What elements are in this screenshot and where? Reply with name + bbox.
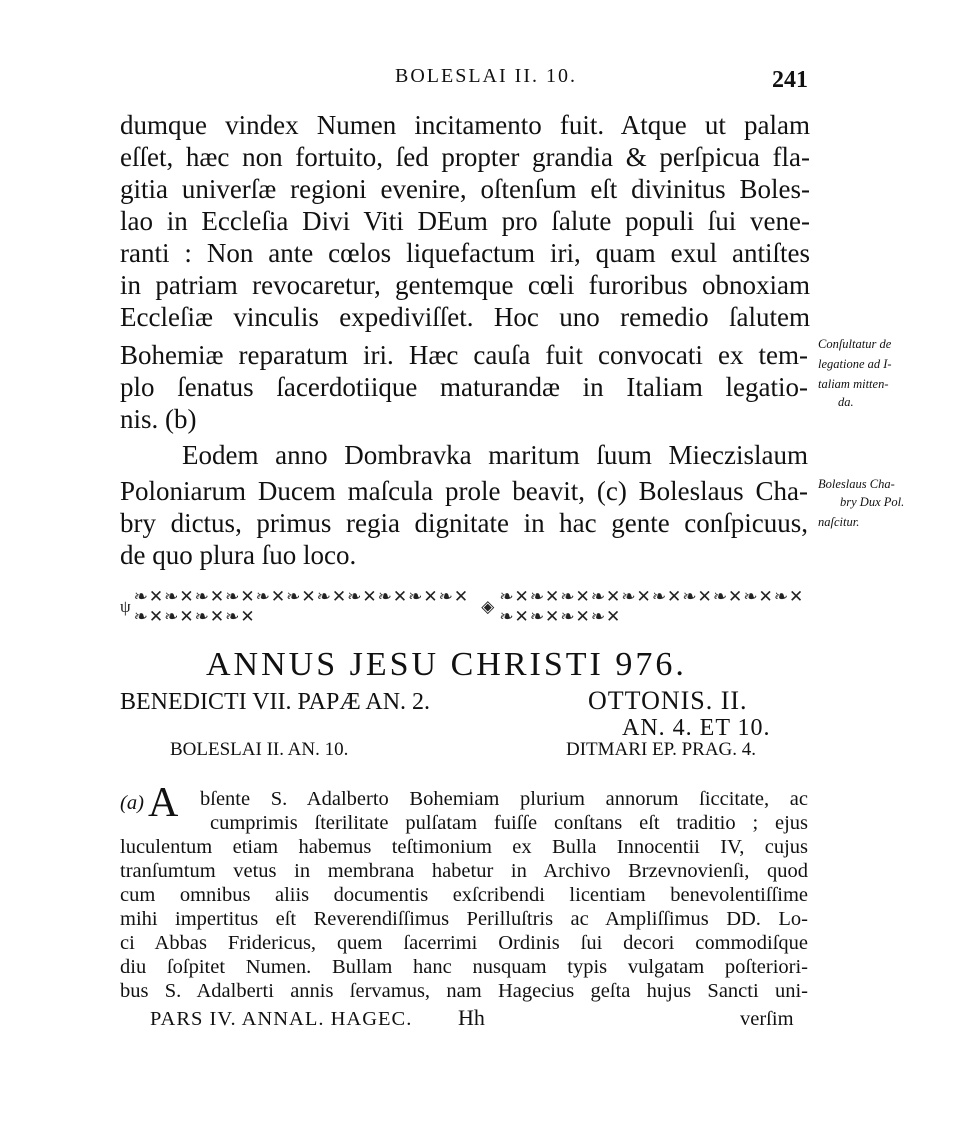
ornament-unit: ❧✕ bbox=[133, 587, 165, 606]
ornament-unit: ❧✕ bbox=[712, 587, 744, 606]
ornament-unit: ❧✕ bbox=[347, 587, 378, 606]
body-line: Poloniarum Ducem maſcula prole beavit, (c) Boleslaus Cha- bbox=[120, 476, 808, 506]
margin-note-line: bry Dux Pol. bbox=[840, 495, 905, 509]
ornament-unit: ❧✕ bbox=[133, 607, 165, 626]
ornament-unit: ❧✕ bbox=[621, 587, 652, 606]
footnote-line: tranſumtum vetus in membrana habetur in Archivo Brzevnovienſi, quod bbox=[120, 860, 808, 882]
body-line: dumque vindex Numen incitamento fuit. Atque ut palam bbox=[120, 110, 810, 140]
ornament-unit: ❧✕ bbox=[590, 607, 622, 626]
ornament-unit: ❧✕ bbox=[194, 587, 226, 606]
running-title: BOLESLAI II. 10. bbox=[395, 65, 577, 87]
ornament-left-glyph: ψ bbox=[120, 597, 132, 616]
running-head bbox=[0, 62, 960, 92]
ornament-divider bbox=[120, 587, 820, 626]
section-title: ANNUS JESU CHRISTI 976. bbox=[206, 646, 687, 683]
body-line: bry dictus, primus regia dignitate in hac gente conſpicuus, bbox=[120, 508, 808, 538]
ornament-unit: ❧✕ bbox=[194, 607, 226, 626]
footnote-line: bſente S. Adalberto Bohemiam plurium annorum ſiccitate, ac bbox=[200, 788, 808, 810]
body-line: lao in Eccleſia Divi Viti DEum pro ſalute populi ſui vene- bbox=[120, 206, 810, 236]
ornament-unit: ❧✕ bbox=[651, 587, 683, 606]
ornament-unit: ❧✕ bbox=[438, 587, 470, 606]
ornament-unit: ❧✕ bbox=[773, 587, 805, 606]
footnote-line: ci Abbas Fridericus, quem ſacerrimi Ordinis ſui decori commodiſque bbox=[120, 932, 808, 954]
catchword: verſim bbox=[740, 1008, 794, 1030]
footnote-line: bus S. Adalberti annis ſervamus, nam Hagecius geſta hujus Sancti uni- bbox=[120, 980, 808, 1002]
duke-regnal-year: BOLESLAI II. AN. 10. bbox=[170, 739, 349, 760]
ornament-unit: ❧✕ bbox=[225, 587, 256, 606]
emperor-regnal-year: OTTONIS. II. bbox=[588, 686, 748, 715]
body-line: nis. (b) bbox=[120, 404, 197, 434]
ornament-unit: ❧✕ bbox=[560, 607, 591, 626]
ornament-unit: ❧✕ bbox=[560, 587, 591, 606]
body-line: plo ſenatus ſacerdotiique maturandæ in Italiam legatio- bbox=[120, 372, 808, 402]
emperor-regnal-year-continued: AN. 4. ET 10. bbox=[622, 715, 771, 741]
footnote-line: cumprimis ſterilitate pulſatam fuiſſe conſtans eſt traditio ; ejus bbox=[210, 812, 808, 834]
ornament-unit: ❧✕ bbox=[286, 587, 317, 606]
body-line: Bohemiæ reparatum iri. Hæc cauſa fuit convocati ex tem- bbox=[120, 340, 808, 370]
margin-note-line: da. bbox=[838, 395, 854, 409]
bishop-regnal-year: DITMARI EP. PRAG. 4. bbox=[566, 739, 757, 760]
sheet-mark: Hh bbox=[458, 1005, 485, 1030]
ornament-right-band bbox=[499, 587, 820, 627]
footnote-marker: (a) bbox=[120, 792, 144, 814]
body-line: Eccleſiæ vinculis expediviſſet. Hoc uno remedio ſalutem bbox=[120, 302, 810, 332]
ornament-unit: ❧✕ bbox=[408, 587, 439, 606]
ornament-unit: ❧✕ bbox=[164, 587, 195, 606]
margin-note-line: naſcitur. bbox=[818, 515, 860, 529]
ornament-unit: ❧✕ bbox=[377, 587, 409, 606]
page-number: 241 bbox=[772, 67, 808, 93]
ornament-unit: ❧✕ bbox=[743, 587, 774, 606]
ornament-unit: ❧✕ bbox=[499, 587, 530, 606]
ornament-unit: ❧✕ bbox=[255, 587, 287, 606]
ornament-unit: ❧✕ bbox=[316, 587, 348, 606]
body-line: ranti : Non ante cœlos liquefactum iri, quam exul antiſtes bbox=[120, 238, 810, 268]
body-line: in patriam revocaretur, gentemque cœli furoribus obnoxiam bbox=[120, 270, 810, 300]
margin-note-line: Conſultatur de bbox=[818, 337, 892, 351]
footnote-line: mihi impertitus eſt Reverendiſſimus Perilluſtris ac Ampliſſimus DD. Lo- bbox=[120, 908, 808, 930]
ornament-unit: ❧✕ bbox=[590, 587, 622, 606]
body-line: Eodem anno Dombravka maritum ſuum Mieczislaum bbox=[182, 440, 808, 470]
margin-note-line: legatione ad I- bbox=[818, 357, 892, 371]
ornament-unit: ❧✕ bbox=[225, 607, 256, 626]
body-line: gitia univerſæ regioni evenire, oſtenſum eſt divinitus Boles- bbox=[120, 174, 810, 204]
ornament-unit: ❧✕ bbox=[499, 607, 530, 626]
footnote-line: cum omnibus aliis documentis exſcribendi licentiam benevolentiſſime bbox=[120, 884, 808, 906]
body-line: eſſet, hæc non fortuito, ſed propter grandia & perſpicua fla- bbox=[120, 142, 810, 172]
ornament-unit: ❧✕ bbox=[164, 607, 195, 626]
margin-note-line: taliam mitten- bbox=[818, 377, 889, 391]
footnote-line: luculentum etiam habemus teſtimonium ex Bulla Innocentii IV, cujus bbox=[120, 836, 808, 858]
ornament-left-band bbox=[134, 587, 478, 627]
ornament-unit: ❧✕ bbox=[682, 587, 713, 606]
ornament-unit: ❧✕ bbox=[529, 607, 561, 626]
ornament-unit: ❧✕ bbox=[529, 587, 561, 606]
footnote-dropcap: A bbox=[148, 780, 179, 826]
pope-regnal-year: BENEDICTI VII. PAPÆ AN. 2. bbox=[120, 689, 431, 715]
footnote-line: diu ſoſpitet Numen. Bullam hanc nusquam typis vulgatam poſteriori- bbox=[120, 956, 808, 978]
ornament-center-glyph: ◈ bbox=[481, 597, 496, 616]
margin-note-line: Boleslaus Cha- bbox=[818, 477, 895, 491]
signature-line: PARS IV. ANNAL. HAGEC. bbox=[150, 1008, 413, 1030]
body-line: de quo plura ſuo loco. bbox=[120, 540, 357, 570]
